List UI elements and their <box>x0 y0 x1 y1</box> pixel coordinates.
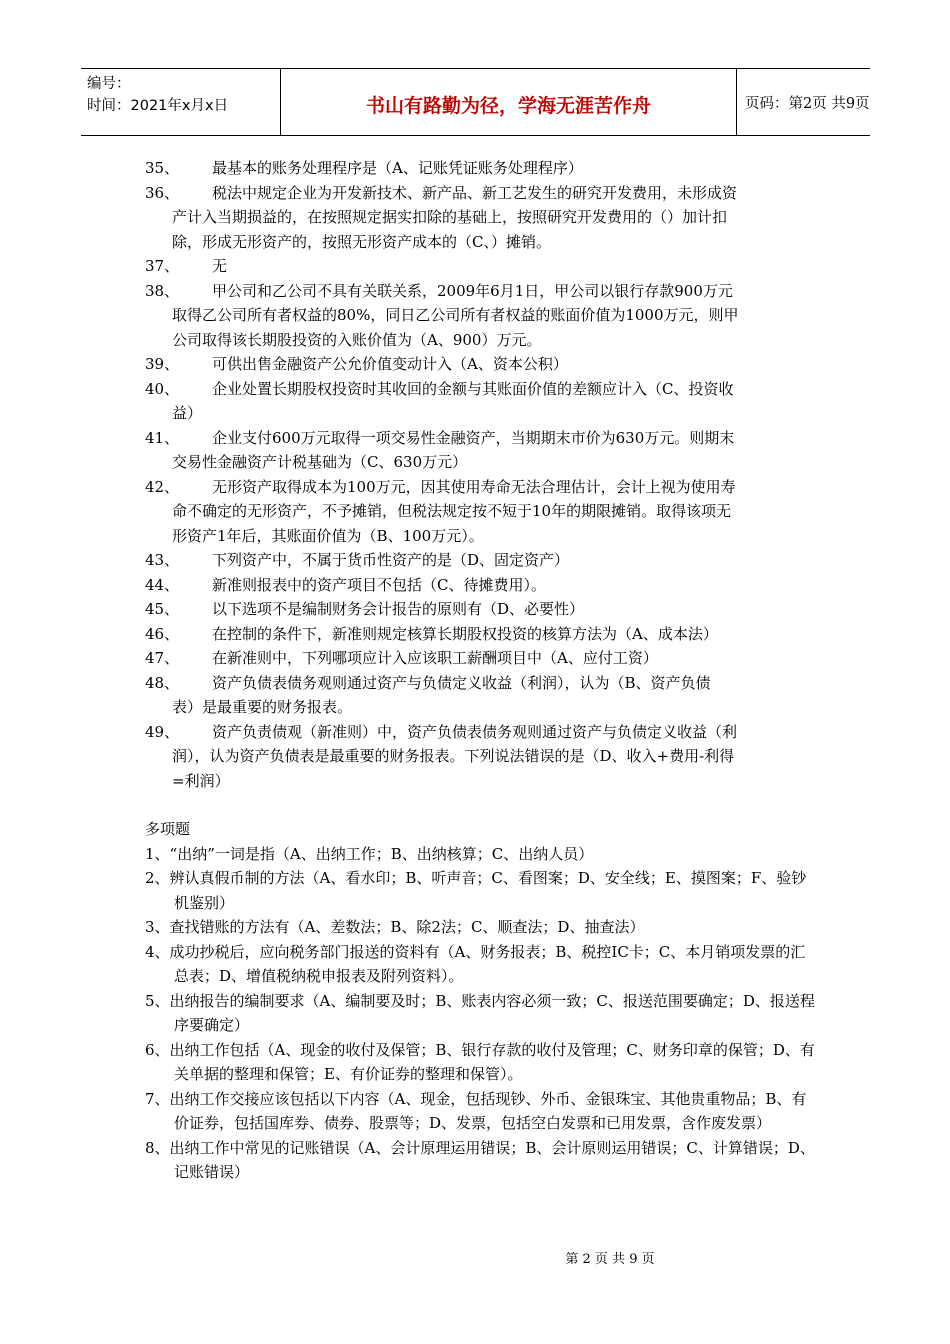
list-item: 8、出纳工作中常见的记账错误（A、会计原理运用错误；B、会计原则运用错误；C、计算错误；D、记账错误） <box>145 1138 815 1181</box>
item-text-line: 可供出售金融资产公允价值变动计入（A、资本公积） <box>212 355 568 373</box>
item-text <box>212 622 817 647</box>
single-choice-answers <box>145 156 817 793</box>
item-text-line: 企业支付600万元取得一项交易性金融资产，当期期末市价为630万元。则期末 <box>212 428 735 447</box>
item-text <box>212 573 817 598</box>
list-item <box>145 475 817 500</box>
item-text-line: 甲公司和乙公司不具有关联关系，2009年6月1日，甲公司以银行存款900万元 <box>212 281 733 300</box>
item-number: 35、 <box>145 159 180 177</box>
item-number: 47、 <box>145 649 180 667</box>
page-footer: 第 2 页 共 9 页 <box>565 1252 655 1267</box>
header-meta <box>81 69 281 135</box>
header-page-info: 页码：第2页 共9页 <box>745 95 870 112</box>
list-item: 3、查找错账的方法有（A、差数法；B、除2法；C、顺查法；D、抽查法） <box>145 918 645 936</box>
list-item <box>145 646 817 671</box>
item-text-continuation: 益） <box>172 404 203 422</box>
item-text <box>212 597 817 622</box>
item-text-line: 无 <box>212 257 228 275</box>
item-number: 37、 <box>145 257 180 275</box>
item-text-line: 资产负责债观（新准则）中，资产负债表债务观则通过资产与负债定义收益（利 <box>212 722 738 741</box>
list-item <box>145 573 817 598</box>
item-text-line: 以下选项不是编制财务会计报告的原则有（D、必要性） <box>212 600 585 618</box>
item-text-continuation: 交易性金融资产计税基础为（C、630万元） <box>172 453 468 471</box>
list-item <box>145 156 817 181</box>
item-text <box>212 475 817 500</box>
list-item: 2、辨认真假币制的方法（A、看水印；B、听声音；C、看图案；D、安全线；E、摸图案；F、验钞机鉴别） <box>145 869 807 912</box>
section-title: 多项题 <box>145 820 191 838</box>
item-text-line: 企业处置长期股权投资时其收回的金额与其账面价值的差额应计入（C、投资收 <box>212 379 734 398</box>
multiple-choice-answers <box>145 842 817 1185</box>
item-text-line: 下列资产中，不属于货币性资产的是（D、固定资产） <box>212 551 570 569</box>
page-header <box>81 68 870 136</box>
list-item: 6、出纳工作包括（A、现金的收付及保管；B、银行存款的收付及管理；C、财务印章的保管；D、有关单据的整理和保管；E、有价证券的整理和保管）。 <box>145 1040 815 1083</box>
item-number: 38、 <box>145 281 180 300</box>
item-text <box>212 548 817 573</box>
item-text <box>212 254 817 279</box>
item-number: 46、 <box>145 624 180 643</box>
list-item <box>145 254 817 279</box>
item-text <box>212 279 817 304</box>
list-item: 7、出纳工作交接应该包括以下内容（A、现金，包括现钞、外币、金银珠宝、其他贵重物品；B、有价证券，包括国库券、债券、股票等；D、发票，包括空白发票和已用发票，含作废发票） <box>145 1089 807 1132</box>
item-number: 49、 <box>145 722 180 741</box>
item-number: 41、 <box>145 428 180 447</box>
list-item: 4、成功抄税后，应向税务部门报送的资料有（A、财务报表；B、税控IC卡；C、本月销项发票的汇总表；D、增值税纳税申报表及附列资料）。 <box>145 942 806 985</box>
list-item <box>145 426 817 451</box>
item-text <box>212 156 817 181</box>
item-text-continuation: 命不确定的无形资产，不予摊销，但税法规定按不短于10年的期限摊销。取得该项无 <box>172 502 732 520</box>
header-motto: 书山有路勤为径，学海无涯苦作舟 <box>281 69 737 135</box>
item-number: 42、 <box>145 477 180 496</box>
item-text-line: 无形资产取得成本为100万元，因其使用寿命无法合理估计，会计上视为使用寿 <box>212 477 736 496</box>
item-number: 48、 <box>145 673 180 692</box>
item-text <box>212 646 817 671</box>
list-item <box>145 671 817 696</box>
item-text-continuation: 产计入当期损益的，在按照规定据实扣除的基础上，按照研究开发费用的（）加计扣 <box>172 208 728 226</box>
item-text-continuation: =利润） <box>172 771 230 790</box>
item-text-continuation: 取得乙公司所有者权益的80%，同日乙公司所有者权益的账面价值为1000万元，则甲 <box>172 306 739 324</box>
item-text-line: 在控制的条件下，新准则规定核算长期股权投资的核算方法为（A、成本法） <box>212 624 718 643</box>
doc-date-label: 时间：2021年x月x日 <box>87 98 229 114</box>
item-text <box>212 377 817 402</box>
item-text-continuation: 表）是最重要的财务报表。 <box>172 698 353 716</box>
list-item <box>145 181 817 206</box>
item-number: 40、 <box>145 379 180 398</box>
item-text <box>212 352 817 377</box>
list-item <box>145 279 817 304</box>
item-number: 44、 <box>145 575 180 594</box>
item-text-continuation: 公司取得该长期股投资的入账价值为（A、900）万元。 <box>172 330 542 349</box>
list-item <box>145 377 817 402</box>
list-item <box>145 548 817 573</box>
list-item: 1、“出纳”一词是指（A、出纳工作；B、出纳核算；C、出纳人员） <box>145 844 594 863</box>
item-text-line: 资产负债表债务观则通过资产与负债定义收益（利润），认为（B、资产负债 <box>212 673 711 692</box>
item-text <box>212 181 817 206</box>
item-text <box>212 720 817 745</box>
list-item <box>145 352 817 377</box>
item-number: 45、 <box>145 600 180 618</box>
list-item <box>145 720 817 745</box>
list-item <box>145 597 817 622</box>
document-body <box>145 156 817 1185</box>
list-item: 5、出纳报告的编制要求（A、编制要及时；B、账表内容必须一致；C、报送范围要确定；D、报送程序要确定） <box>145 991 815 1034</box>
item-text <box>212 426 817 451</box>
item-text-line: 最基本的账务处理程序是（A、记账凭证账务处理程序） <box>212 159 583 177</box>
item-text-continuation: 润），认为资产负债表是最重要的财务报表。下列说法错误的是（D、收入+费用-利得 <box>172 747 735 765</box>
list-item <box>145 622 817 647</box>
item-number: 39、 <box>145 355 180 373</box>
item-text-line: 税法中规定企业为开发新技术、新产品、新工艺发生的研究开发费用，未形成资 <box>212 183 738 202</box>
item-text-line: 新准则报表中的资产项目不包括（C、待摊费用）。 <box>212 575 546 594</box>
item-text <box>212 671 817 696</box>
item-number: 43、 <box>145 551 180 569</box>
item-text-continuation: 除，形成无形资产的，按照无形资产成本的（C、）摊销。 <box>172 232 551 251</box>
item-number: 36、 <box>145 183 180 202</box>
item-text-line: 在新准则中，下列哪项应计入应该职工薪酬项目中（A、应付工资） <box>212 649 658 667</box>
item-text-continuation: 形资产1年后，其账面价值为（B、100万元）。 <box>172 526 484 545</box>
doc-number-label: 编号： <box>87 76 131 92</box>
